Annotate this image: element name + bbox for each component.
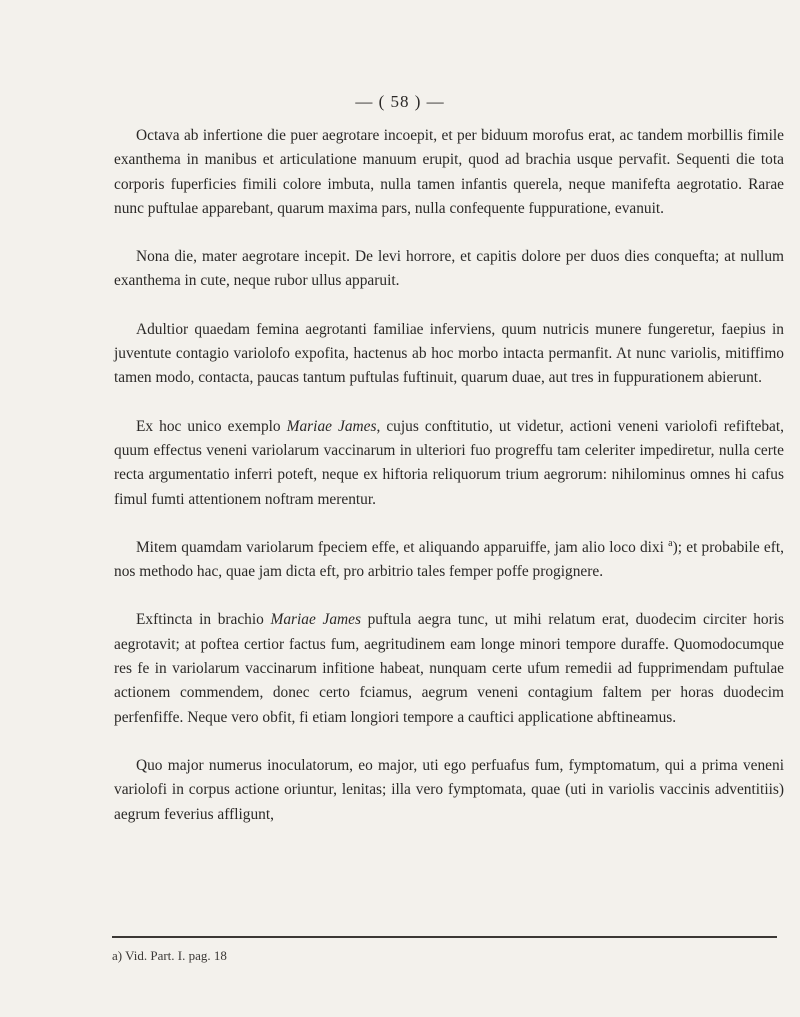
page-number: — ( 58 ) —	[355, 92, 445, 111]
footnote-ref: a	[668, 537, 673, 549]
paragraph-6	[114, 608, 784, 729]
footnote-divider	[112, 936, 777, 938]
paragraph-7: Quo major numerus inoculatorum, eo major, uti ego perfuafus fum, fymptomatum, qui a prima veneni variolofi in corpus actione oriuntur, lenitas; illa vero fymptomata, quae (uti in variolis vaccinis adventitiis) aegrum feverius affligunt,	[114, 756, 784, 823]
paragraph-5-before: Mitem quamdam variolarum fpeciem effe, et aliquando apparuiffe, jam alio loco dixi	[136, 538, 669, 556]
paragraph-4-after: , cujus conftitutio, ut videtur, actioni veneni variolofi refiftebat, quum effectus veneni variolarum vaccinarum in ulteriori fuo progreffu tam celeriter impediretur, nulla certe recta argumentatio inferri poteft, neque ex hiftoria reliquorum trium aegrorum: nihilominus omnes hi cafus fimul fumti attentionem noftram merentur.	[114, 417, 784, 508]
paragraph-6-before: Exftincta in brachio	[136, 611, 271, 629]
paragraph-4-before: Ex hoc unico exemplo	[136, 417, 287, 435]
paragraph-2: Nona die, mater aegrotare incepit. De levi horrore, et capitis dolore per duos dies conquefta; at nullum exanthema in cute, neque rubor ullus apparuit.	[114, 248, 784, 290]
patient-name: Mariae James	[286, 417, 377, 435]
paragraph-4	[114, 415, 784, 512]
paragraph-5-after: ); et probabile eft, nos methodo hac, quae jam dicta eft, pro arbitrio tales femper poffe progignere.	[114, 538, 784, 581]
footnote: a) Vid. Part. I. pag. 18	[112, 948, 227, 963]
paragraph-3: Adultior quaedam femina aegrotanti familiae inferviens, quum nutricis munere fungeretur, faepius in juventute contagio variolofo expofita, hactenus ab hoc morbo intacta permanfit. At nunc variolis, mitiffimo tamen modo, contacta, paucas tantum puftulas fuftinuit, quarum duae, aut tres in fuppurationem abierunt.	[114, 320, 784, 387]
body-text	[114, 124, 784, 827]
paragraph-1: Octava ab infertione die puer aegrotare incoepit, et per biduum morofus erat, ac tandem morbillis fimile exanthema in manibus et articulatione manuum erupit, quod ad brachia usque pervafit. Sequenti die tota corporis fuperficies fimili colore imbuta, nulla tamen infantis querela, neque manifefta aegrotatio. Rarae nunc puftulae apparebant, quarum maxima pars, nulla confequente fuppuratione, evanuit.	[114, 127, 784, 217]
paragraph-5	[114, 536, 784, 585]
patient-name: Mariae James	[270, 611, 361, 629]
paragraph-6-after: puftula aegra tunc, ut mihi relatum erat, duodecim circiter horis aegrotavit; at poftea certior factus fum, aegritudinem eam longe minori tempore duraffe. Quomodocumque res fe in variolarum vaccinarum infitione habeat, nunquam certe ufum remedii ad fupprimendam puftulae actionem commendem, donec certo fciamus, aegrum veneni contagium faltem per horas duodecim perfenfiffe. Neque vero obfit, fi etiam longiori tempore a cauftici applicatione abftineamus.	[114, 611, 784, 726]
